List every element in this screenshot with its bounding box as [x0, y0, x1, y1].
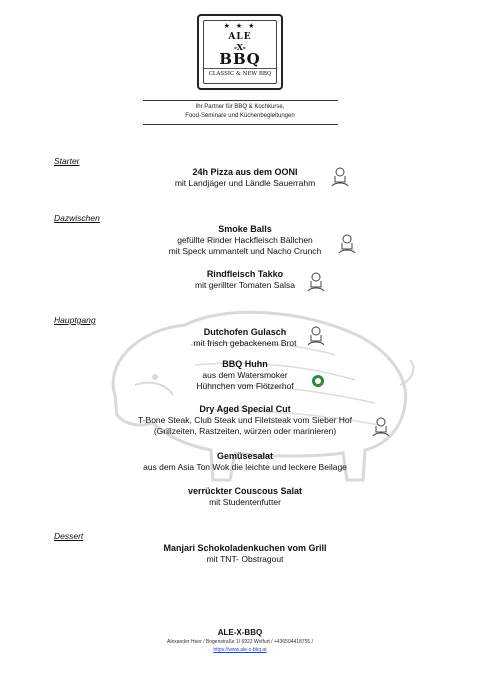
chef-icon	[329, 166, 351, 188]
footer-title: ALE-X-BBQ	[217, 628, 263, 637]
dish-desc: mit frisch gebackenem Brot	[193, 338, 297, 348]
dish-desc: (Grillzeiten, Rastzeiten, würzen oder marinieren)	[153, 425, 337, 436]
tagline-divider-top	[143, 100, 338, 101]
dish-desc: gefüllte Rinder Hackfleisch Bällchen	[177, 235, 313, 245]
footer-address: Alexander Heer / Bogenstraße 1/ 6922 Wolfurt / +436504418755 /	[167, 639, 313, 645]
dish-desc: mit Landjäger und Ländle Sauerrahm	[174, 178, 316, 188]
green-badge-icon	[311, 374, 325, 388]
dish-gulasch	[90, 327, 400, 349]
logo-line-x: -X-	[234, 42, 246, 52]
chef-icon	[336, 233, 358, 255]
dish-desc: mit TNT- Obstragout	[206, 554, 284, 564]
logo-subtitle: CLASSIC & NEW BBQ	[203, 68, 277, 77]
section-hauptgang: Hauptgang	[54, 315, 96, 325]
dish-schokoladenkuchen	[90, 543, 400, 565]
dish-desc: mit Speck ummantelt und Nacho Crunch	[168, 245, 322, 256]
dish-desc: Hühnchen vom Flötzerhof	[196, 380, 294, 391]
dish-title: Dry Aged Special Cut	[199, 404, 291, 414]
dish-title: BBQ Huhn	[222, 359, 268, 369]
brand-logo	[197, 14, 283, 90]
dish-title: verrückter Couscous Salat	[187, 486, 303, 496]
chef-icon	[305, 271, 327, 293]
dish-huhn	[90, 359, 400, 391]
dish-dry-aged	[90, 404, 400, 436]
tagline-line-2: Food-Seminare und Küchenbegleitungen	[185, 113, 295, 119]
section-starter: Starter	[54, 156, 80, 166]
logo-stars: ★ ★ ★	[223, 23, 257, 30]
chef-icon	[370, 416, 392, 438]
logo-line-ale: ALE	[228, 32, 252, 42]
dish-title: Rindfleisch Takko	[206, 269, 284, 279]
dish-desc: mit Studentenfutter	[209, 497, 281, 507]
dish-title: Smoke Balls	[218, 224, 272, 234]
section-dessert: Dessert	[54, 531, 84, 541]
dish-title: Dutchofen Gulasch	[203, 327, 287, 337]
dish-desc: aus dem Asia Ton Wok die leichte und leckere Beilage	[143, 462, 347, 472]
dish-title: Gemüsesalat	[216, 451, 274, 461]
dish-pizza	[90, 167, 400, 189]
logo-line-bbq: BBQ	[219, 50, 261, 68]
tagline-line-1: Ihr Partner für BBQ & Kochkurse,	[195, 104, 285, 110]
footer-website-link[interactable]: https://www.ale-x-bbq.at	[213, 647, 267, 653]
dish-title: Manjari Schokoladenkuchen vom Grill	[163, 543, 327, 553]
dish-couscous	[90, 486, 400, 508]
dish-desc: mit gerillter Tomaten Salsa	[195, 280, 295, 290]
dish-desc: aus dem Watersmoker	[202, 370, 288, 380]
section-dazwischen: Dazwischen	[54, 213, 100, 223]
dish-takko	[90, 269, 400, 291]
dish-title: 24h Pizza aus dem OONI	[192, 167, 298, 177]
dish-desc: T-Bone Steak, Club Steak und Filetsteak vom Sieber Hof	[137, 415, 353, 425]
tagline-divider-bottom	[143, 124, 338, 125]
dish-gemuesesalat	[90, 451, 400, 473]
chef-icon	[305, 325, 327, 347]
